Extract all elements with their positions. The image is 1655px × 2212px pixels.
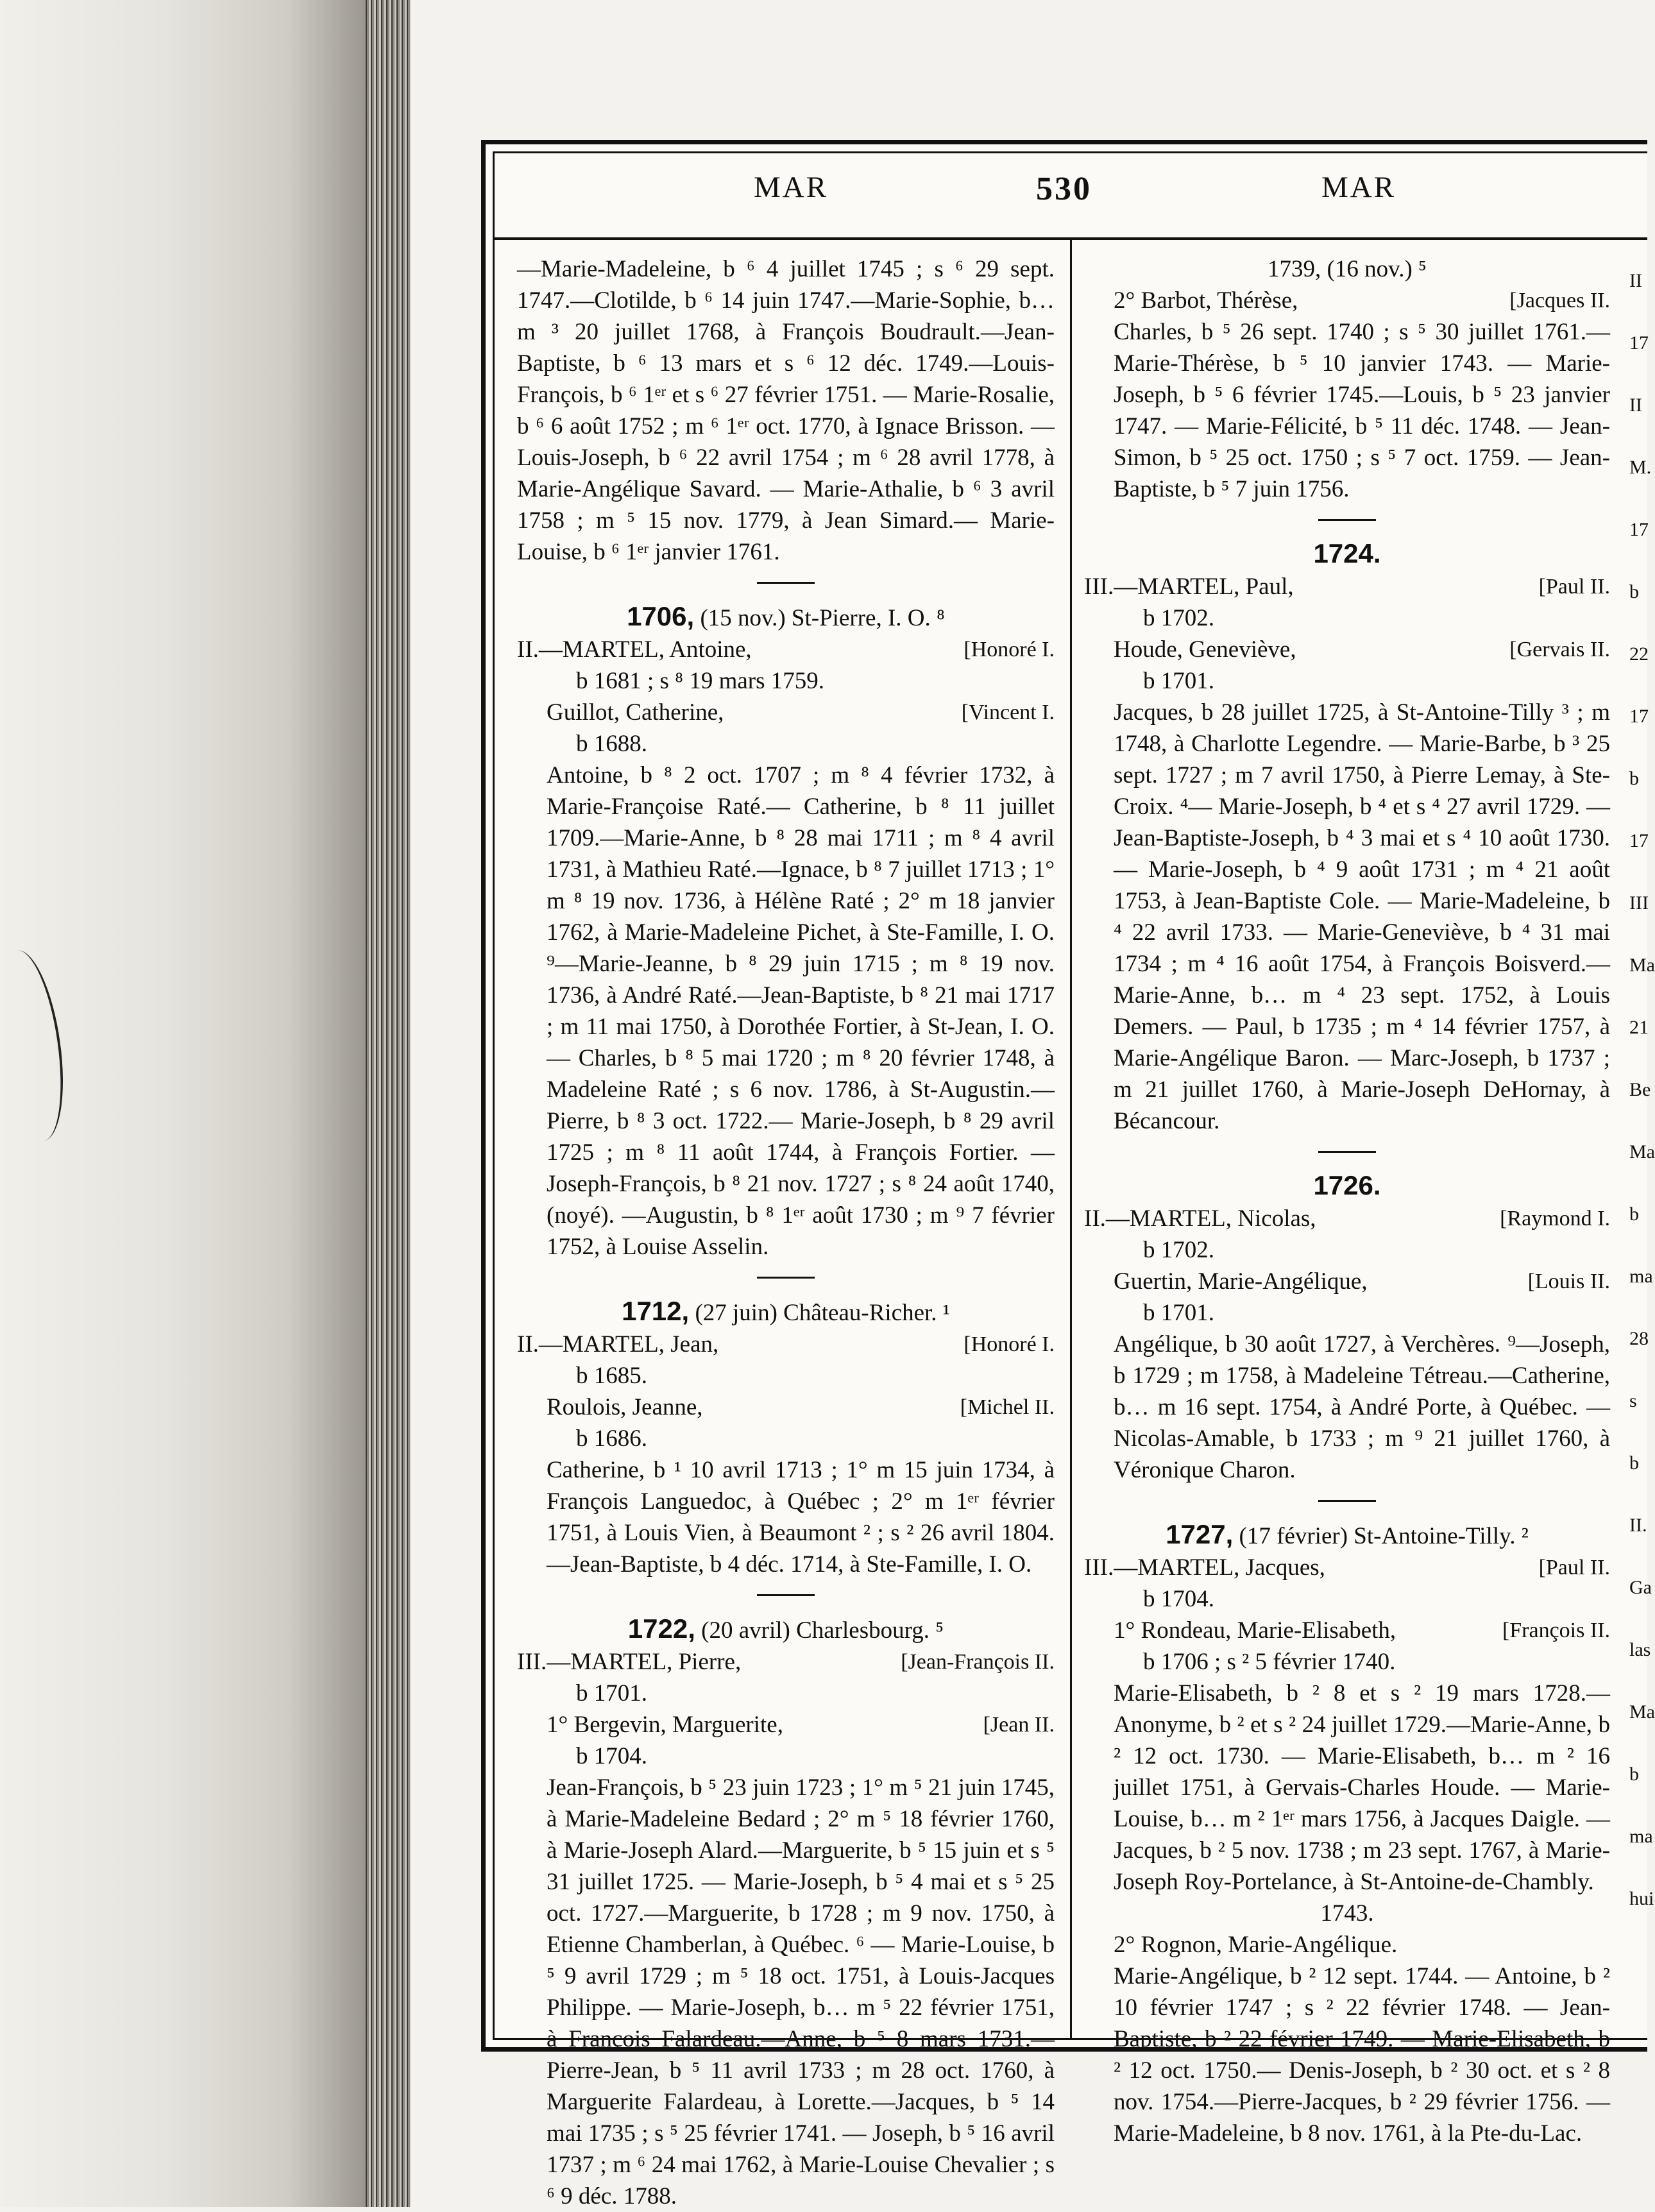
edge-fragment: Ma [1629,955,1655,976]
parent-reference: [Louis II. [1527,1270,1610,1293]
parent-reference: [Honoré I. [963,638,1055,661]
text-line: 2° Rognon, Marie-Angélique. [1114,1932,1398,1958]
text-line: 1739, (16 nov.) ⁵ [1268,256,1427,282]
spouse-line [1084,1203,1610,1234]
spouse-name: Guertin, Marie-Angélique, [1114,1268,1368,1295]
parent-reference: [Paul II. [1538,575,1610,599]
entry-separator [757,582,815,584]
spouse-name: 1° Bergevin, Marguerite, [547,1712,783,1738]
text-line: b 1681 ; s ⁸ 19 mars 1759. [576,668,825,694]
spouse-line [517,697,1055,728]
edge-fragment: M. [1629,457,1652,478]
edge-fragment: 17 [1629,332,1649,353]
spouse-name: III.—MARTEL, Pierre, [517,1649,742,1675]
page-number: 530 [1036,171,1092,207]
spouse-line [517,1329,1055,1360]
spouse-line [517,1646,1055,1678]
edge-fragment: Ma [1629,1701,1655,1723]
entry-number: 1722, [627,1613,695,1644]
entry-number: 1724. [1313,538,1381,568]
edge-fragment: II [1629,270,1642,291]
text-line: b 1701. [1143,1300,1214,1326]
entry-heading [1084,1519,1610,1552]
text-line: b 1686. [576,1425,647,1452]
edge-fragment: III [1629,892,1649,914]
children-paragraph: Catherine, b ¹ 10 avril 1713 ; 1° m 15 juin 1734, à François Languedoc, à Québec ; 2° m 1ᵉʳ février 1751, à Louis Vien, à Beaumont ² ; s ² 26 avril 1804.—Jean-Baptiste, b 4 déc. 1714, à Ste-Famille, I. O. [547,1457,1055,1578]
parent-reference: [Paul II. [1538,1556,1610,1579]
edge-fragment: b [1629,581,1639,602]
edge-fragment: Ga [1629,1577,1652,1598]
spouse-name: 2° Barbot, Thérèse, [1114,287,1298,314]
entry-separator [757,1594,815,1596]
text-line: b 1701. [1143,668,1214,694]
edge-fragment: b [1629,1452,1639,1474]
header-left-keyword: MAR [754,171,829,204]
parent-reference: [Vincent I. [961,701,1055,724]
spouse-name: II.—MARTEL, Nicolas, [1084,1205,1316,1232]
text-line: b 1688. [576,731,647,757]
spouse-name: III.—MARTEL, Paul, [1084,574,1294,600]
entry-separator [757,1277,815,1279]
parent-reference: [Gervais II. [1509,638,1610,661]
edge-fragment: b [1629,1204,1639,1225]
right-column [1084,253,1610,2147]
parent-reference: [Jacques II. [1509,289,1610,312]
parent-reference: [Michel II. [960,1395,1055,1419]
children-paragraph: Jacques, b 28 juillet 1725, à St-Antoine-Tilly ³ ; m 1748, à Charlotte Legendre. — Marie-Barbe, b ³ 25 sept. 1727 ; m 7 avril 1750, à Pierre Lemay, à Ste-Croix. ⁴— Marie-Joseph, b ⁴ et s ⁴ 27 avril 1729. — Jean-Baptiste-Joseph, b ⁴ 3 mai et s ⁴ 10 août 1730. — Marie-Joseph, b ⁴ 9 août 1731 ; m ⁴ 21 août 1753, à Jean-Baptiste Cole. — Marie-Madeleine, b ⁴ 22 avril 1733. — Marie-Geneviève, b ⁴ 31 mai 1734 ; m ⁴ 16 août 1754, à François Boisverd.—Marie-Anne, b… m ⁴ 23 sept. 1752, à Louis Demers. — Paul, b 1735 ; m ⁴ 14 février 1757, à Marie-Angélique Baron. — Marc-Joseph, b 1737 ; m 21 juillet 1760, à Marie-Joseph DeHornay, à Bécancour. [1114,699,1610,1134]
column-divider [1070,240,1072,2040]
spouse-line [517,634,1055,665]
entry-number: 1712, [622,1296,690,1326]
edge-fragment: 21 [1629,1017,1649,1038]
entry-number: 1727, [1166,1519,1234,1549]
children-paragraph: Marie-Elisabeth, b ² 8 et s ² 19 mars 1728.—Anonyme, b ² et s ² 24 juillet 1729.—Marie-Anne, b ² 12 oct. 1730. — Marie-Elisabeth, b… m ² 16 juillet 1751, à Gervais-Charles Houde. — Marie-Louise, b… m ² 1ᵉʳ mars 1756, à Jacques Daigle. —Jacques, b ² 5 nov. 1738 ; m 23 sept. 1767, à Marie-Joseph Roy-Portelance, à St-Antoine-de-Chambly. [1114,1680,1610,1895]
edge-fragment: hui [1629,1888,1654,1909]
entry-heading [517,1613,1055,1646]
left-column [517,253,1055,2209]
edge-fragment: las [1629,1639,1651,1660]
children-paragraph: Angélique, b 30 août 1727, à Verchères. ⁹—Joseph, b 1729 ; m 1758, à Madeleine Tétreau.—Catherine, b… m 16 sept. 1754, à André Porte, à Québec. — Nicolas-Amable, b 1733 ; m ⁹ 21 juillet 1760, à Véronique Charon. [1114,1331,1610,1483]
entry-number: 1726. [1313,1170,1381,1200]
text-line: b 1685. [576,1363,647,1389]
page-header [488,170,1642,221]
edge-fragment: II. [1629,1515,1647,1536]
entry-heading [1084,538,1610,571]
parent-reference: [Honoré I. [963,1332,1055,1356]
edge-fragment: s [1629,1390,1637,1411]
edge-fragment: 28 [1629,1328,1649,1349]
entry-heading [1084,1170,1610,1203]
text-line: b 1704. [576,1743,647,1769]
parent-reference: [Raymond I. [1500,1207,1610,1230]
entry-place-date: (17 février) St-Antoine-Tilly. ² [1233,1523,1529,1549]
children-paragraph: Antoine, b ⁸ 2 oct. 1707 ; m ⁸ 4 février 1732, à Marie-Françoise Raté.— Catherine, b ⁸ 11 juillet 1709.—Marie-Anne, b ⁸ 28 mai 1711 ; m ⁸ 4 avril 1731, à Mathieu Raté.—Ignace, b ⁸ 7 juillet 1713 ; 1° m ⁸ 19 nov. 1736, à Hélène Raté ; 2° m 18 janvier 1762, à Marie-Madeleine Pichet, à Ste-Famille, I. O. ⁹—Marie-Jeanne, b ⁸ 29 juin 1715 ; m ⁸ 19 nov. 1736, à André Raté.—Jean-Baptiste, b ⁸ 21 mai 1717 ; m 11 mai 1750, à Dorothée Fortier, à St-Jean, I. O. — Charles, b ⁸ 5 mai 1720 ; m ⁸ 20 février 1748, à Madeleine Raté ; s 6 nov. 1786, à St-Augustin.—Pierre, b ⁸ 3 oct. 1722.— Marie-Joseph, b ⁸ 29 avril 1725 ; m ⁸ 11 août 1744, à François Fortier. — Joseph-François, b ⁸ 21 nov. 1727 ; s ⁸ 24 août 1740, (noyé). —Augustin, b ⁸ 1ᵉʳ août 1730 ; m ⁹ 7 février 1752, à Louise Asselin. [547,762,1055,1260]
edge-fragment: 17 [1629,830,1649,851]
text-line: 1743. [1320,1900,1374,1927]
spouse-line [1084,285,1610,316]
entry-heading [517,1295,1055,1329]
spouse-line [1084,571,1610,602]
spouse-line [1084,1266,1610,1297]
parent-reference: [Jean II. [983,1713,1055,1737]
spouse-name: 1° Rondeau, Marie-Elisabeth, [1114,1617,1396,1644]
children-paragraph: Jean-François, b ⁵ 23 juin 1723 ; 1° m ⁵ 21 juin 1745, à Marie-Madeleine Bedard ; 2° m ⁵ 18 février 1760, à Marie-Joseph Alard.—Marguerite, b ⁵ 15 juin et s ⁵ 31 juillet 1725. — Marie-Joseph, b ⁵ 4 mai et s ⁵ 25 oct. 1727.—Marguerite, b 1728 ; m 9 nov. 1750, à Etienne Chamberlan, à Québec. ⁶ — Marie-Louise, b ⁵ 9 avril 1729 ; m ⁵ 18 oct. 1751, à Louis-Jacques Philippe. — Marie-Joseph, b… m ⁵ 22 février 1751, à François Falardeau.—Anne, b ⁵ 8 mars 1731.— Pierre-Jean, b ⁵ 11 avril 1733 ; m 28 oct. 1760, à Marguerite Falardeau, à Lorette.—Jacques, b ⁵ 14 mai 1735 ; s ⁵ 25 février 1741. — Joseph, b ⁵ 16 avril 1737 ; m ⁶ 24 mai 1762, à Marie-Louise Chevalier ; s ⁶ 9 déc. 1788. [547,1774,1055,2209]
text-line: b 1704. [1143,1586,1214,1612]
edge-fragment: ma [1629,1826,1653,1847]
entry-place-date: (15 nov.) St-Pierre, I. O. ⁸ [694,605,945,631]
edge-fragment: 17 [1629,706,1649,727]
spouse-line [1084,1615,1610,1646]
spouse-line [517,1391,1055,1423]
entry-number: 1706, [627,601,695,631]
edge-fragment: b [1629,768,1639,789]
text-line: b 1702. [1143,1237,1214,1263]
spouse-line [1084,634,1610,665]
entry-separator [1318,1500,1376,1502]
spouse-name: III.—MARTEL, Jacques, [1084,1554,1325,1581]
spouse-name: II.—MARTEL, Jean, [517,1331,719,1357]
entry-place-date: (27 juin) Château-Richer. ¹ [689,1300,950,1326]
edge-fragment: ma [1629,1266,1653,1287]
entry-separator [1318,1151,1376,1153]
text-line: b 1706 ; s ² 5 février 1740. [1143,1649,1396,1675]
entry-separator [1318,519,1376,521]
spouse-line [517,1709,1055,1740]
edge-fragment: Ma [1629,1141,1655,1162]
edge-fragment: 22 [1629,643,1649,665]
spouse-name: Guillot, Catherine, [547,699,724,726]
text-line: b 1702. [1143,605,1214,631]
spouse-line [1084,1552,1610,1583]
edge-fragment: Be [1629,1079,1651,1100]
header-right-keyword: MAR [1321,171,1396,204]
entry-heading [517,600,1055,634]
text-line: b 1701. [576,1680,647,1706]
edge-fragment: II [1629,395,1642,416]
spouse-name: II.—MARTEL, Antoine, [517,636,752,663]
edge-fragment: 17 [1629,519,1649,540]
children-paragraph: Marie-Angélique, b ² 12 sept. 1744. — Antoine, b ² 10 février 1747 ; s ² 22 février 1748. — Jean-Baptiste, b ² 22 février 1749. — Marie-Elisabeth, b ² 12 oct. 1750.— Denis-Joseph, b ² 30 oct. et s ² 8 nov. 1754.—Pierre-Jacques, b ² 29 février 1756. — Marie-Madeleine, b 8 nov. 1761, à la Pte-du-Lac. [1114,1963,1610,2147]
edge-fragment: b [1629,1764,1639,1785]
children-paragraph: —Marie-Madeleine, b ⁶ 4 juillet 1745 ; s ⁶ 29 sept. 1747.—Clotilde, b ⁶ 14 juin 1747.—Marie-Sophie, b… m ³ 20 juillet 1768, à François Boudrault.—Jean-Baptiste, b ⁶ 13 mars et s ⁶ 12 déc. 1749.—Louis-François, b ⁶ 1ᵉʳ et s ⁶ 27 février 1751. — Marie-Rosalie, b ⁶ 6 août 1752 ; m ⁶ 1ᵉʳ oct. 1770, à Ignace Brisson. — Louis-Joseph, b ⁶ 22 avril 1754 ; m ⁶ 28 avril 1778, à Marie-Angélique Savard. — Marie-Athalie, b ⁶ 3 avril 1758 ; m ⁵ 15 nov. 1779, à Jean Simard.— Marie-Louise, b ⁶ 1ᵉʳ janvier 1761. [517,256,1055,565]
parent-reference: [Jean-François II. [901,1650,1055,1674]
spouse-name: Houde, Geneviève, [1114,636,1296,663]
children-paragraph: Charles, b ⁵ 26 sept. 1740 ; s ⁵ 30 juillet 1761.—Marie-Thérèse, b ⁵ 10 janvier 1743. — Marie-Joseph, b ⁵ 6 février 1745.—Louis, b ⁵ 23 janvier 1747. — Marie-Félicité, b ⁵ 11 déc. 1748. — Jean-Simon, b ⁵ 25 oct. 1750 ; s ⁵ 7 oct. 1759. — Jean-Baptiste, b ⁵ 7 juin 1756. [1114,319,1610,502]
entry-place-date: (20 avril) Charlesbourg. ⁵ [695,1617,944,1644]
spouse-name: Roulois, Jeanne, [547,1394,703,1420]
parent-reference: [François II. [1502,1619,1610,1642]
